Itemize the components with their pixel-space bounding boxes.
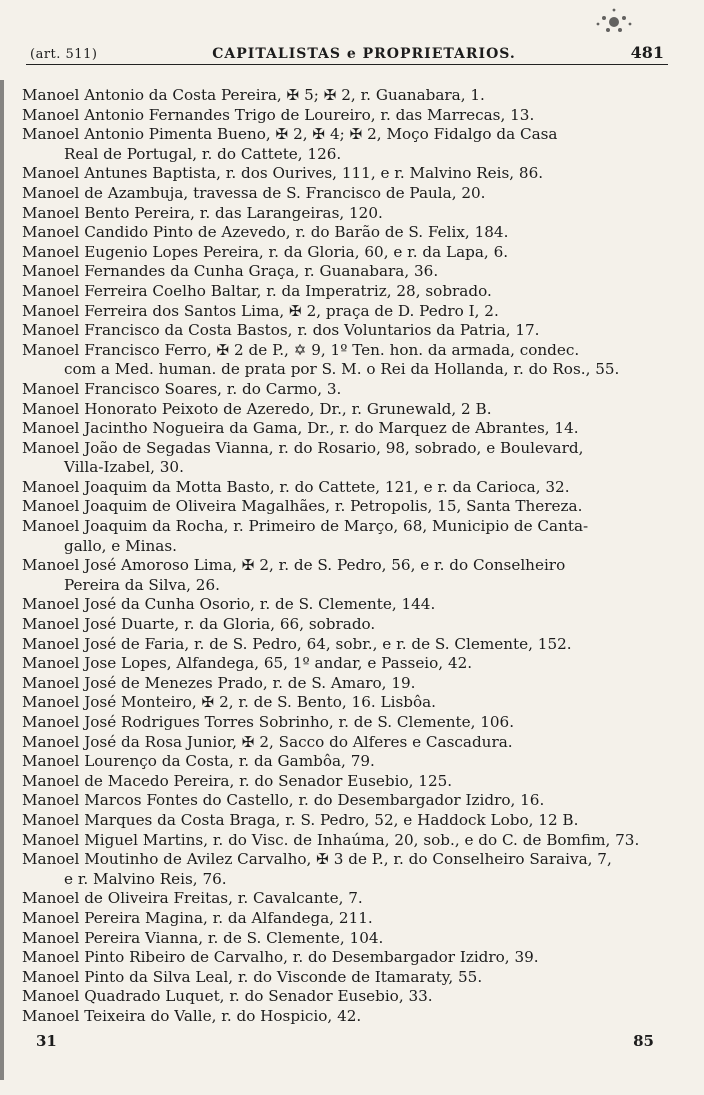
entry-line: Manoel Antunes Baptista, r. dos Ourives, 111, e r. Malvino Reis, 86. <box>22 164 544 183</box>
entry-continuation: Pereira da Silva, 26. <box>64 575 220 594</box>
entry-line: Manoel Antonio Pimenta Bueno, ✠ 2, ✠ 4; ✠ 2, Moço Fidalgo da Casa <box>22 125 558 144</box>
directory-entry <box>22 909 682 929</box>
entry-line: Manoel Antonio Fernandes Trigo de Loureiro, r. das Marrecas, 13. <box>22 105 535 124</box>
directory-entry <box>22 478 682 498</box>
entry-line: Manoel Honorato Peixoto de Azeredo, Dr., r. Grunewald, 2 B. <box>22 399 492 418</box>
entry-line: Manoel Joaquim da Rocha, r. Primeiro de Março, 68, Municipio de Canta- <box>22 517 589 536</box>
entry-line: Manoel Francisco Soares, r. do Carmo, 3. <box>22 379 342 398</box>
directory-entry <box>22 517 682 556</box>
directory-entry <box>22 948 682 968</box>
entry-line: Manoel Pinto da Silva Leal, r. do Visconde de Itamaraty, 55. <box>22 967 483 986</box>
directory-entry <box>22 243 682 263</box>
directory-entry <box>22 811 682 831</box>
entry-line: Manoel José da Cunha Osorio, r. de S. Clemente, 144. <box>22 595 436 614</box>
directory-entry <box>22 831 682 851</box>
entry-line: Manoel José Rodrigues Torres Sobrinho, r. de S. Clemente, 106. <box>22 713 515 731</box>
directory-entry <box>22 929 682 949</box>
entry-line: Manoel José Duarte, r. da Gloria, 66, sobrado. <box>22 615 376 634</box>
entry-line: Manoel Fernandes da Cunha Graça, r. Guanabara, 36. <box>22 262 439 281</box>
entry-line: Manoel Marques da Costa Braga, r. S. Pedro, 52, e Haddock Lobo, 12 B. <box>22 810 579 829</box>
entry-line: Manoel de Azambuja, travessa de S. Francisco de Paula, 20. <box>22 183 486 202</box>
directory-entry <box>22 302 682 322</box>
entry-continuation: Real de Portugal, r. do Cattete, 126. <box>64 144 342 163</box>
entry-continuation: gallo, e Minas. <box>64 536 177 555</box>
running-header <box>30 40 664 62</box>
entry-line: Manoel de Oliveira Freitas, r. Cavalcante, 7. <box>22 889 363 908</box>
directory-entry <box>22 635 682 655</box>
entry-line: Manoel Eugenio Lopes Pereira, r. da Gloria, 60, e r. da Lapa, 6. <box>22 242 509 261</box>
directory-entry <box>22 556 682 595</box>
entry-line: Manoel Bento Pereira, r. das Larangeiras, 120. <box>22 203 383 222</box>
entry-line: Manoel Quadrado Luquet, r. do Senador Eusebio, 33. <box>22 987 433 1006</box>
entry-line: Manoel José de Menezes Prado, r. de S. Amaro, 19. <box>22 673 416 692</box>
directory-entry <box>22 752 682 772</box>
directory-entry <box>22 595 682 615</box>
entry-line: Manoel Ferreira Coelho Baltar, r. da Imperatriz, 28, sobrado. <box>22 281 492 300</box>
footer-number: 85 <box>633 1032 654 1050</box>
binding-edge <box>0 80 10 1080</box>
entry-line: Manoel José Monteiro, ✠ 2, r. de S. Bento, 16. Lisbôa. <box>22 693 436 712</box>
directory-entry <box>22 184 682 204</box>
entry-line: Manoel Lourenço da Costa, r. da Gambôa, 79. <box>22 752 375 771</box>
directory-entry <box>22 164 682 184</box>
directory-entry <box>22 125 682 164</box>
directory-entry <box>22 419 682 439</box>
entry-line: Manoel Candido Pinto de Azevedo, r. do Barão de S. Felix, 184. <box>22 223 509 242</box>
directory-entry <box>22 321 682 341</box>
directory-entry <box>22 106 682 126</box>
entry-continuation: e r. Malvino Reis, 76. <box>64 869 227 888</box>
directory-entry <box>22 223 682 243</box>
directory-entry <box>22 772 682 792</box>
entry-line: Manoel João de Segadas Vianna, r. do Rosario, 98, sobrado, e Boulevard, <box>22 438 584 457</box>
entry-line: Manoel Pinto Ribeiro de Carvalho, r. do Desembargador Izidro, 39. <box>22 948 539 967</box>
entry-line: Manoel Francisco da Costa Bastos, r. dos Voluntarios da Patria, 17. <box>22 321 540 340</box>
entry-line: Manoel José da Rosa Junior, ✠ 2, Sacco do Alferes e Cascadura. <box>22 732 513 751</box>
entry-line: Manoel Jose Lopes, Alfandega, 65, 1º andar, e Passeio, 42. <box>22 654 473 673</box>
entry-list <box>22 86 682 1027</box>
directory-entry <box>22 987 682 1007</box>
entry-line: Manoel José Amoroso Lima, ✠ 2, r. de S. Pedro, 56, e r. do Conselheiro <box>22 556 566 575</box>
directory-entry <box>22 791 682 811</box>
directory-entry <box>22 850 682 889</box>
entry-line: Manoel Moutinho de Avilez Carvalho, ✠ 3 de P., r. do Conselheiro Saraiva, 7, <box>22 850 612 869</box>
entry-line: Manoel José de Faria, r. de S. Pedro, 64, sobr., e r. de S. Clemente, 152. <box>22 634 572 653</box>
header-rule <box>26 64 668 65</box>
page-title: CAPITALISTAS e PROPRIETARIOS. <box>212 46 516 62</box>
printer-ornament-icon <box>584 6 644 40</box>
directory-entry <box>22 439 682 478</box>
entry-line: Manoel Marcos Fontes do Castello, r. do Desembargador Izidro, 16. <box>22 791 545 810</box>
entry-line: Manoel Jacintho Nogueira da Gama, Dr., r. do Marquez de Abrantes, 14. <box>22 419 579 438</box>
entry-line: Manoel de Macedo Pereira, r. do Senador Eusebio, 125. <box>22 771 453 790</box>
entry-line: Manoel Joaquim da Motta Basto, r. do Cattete, 121, e r. da Carioca, 32. <box>22 477 570 496</box>
directory-entry <box>22 400 682 420</box>
entry-line: Manoel Miguel Martins, r. do Visc. de Inhaúma, 20, sob., e do C. de Bomfim, 73. <box>22 830 640 849</box>
signature-mark: 31 <box>36 1032 57 1050</box>
directory-entry <box>22 282 682 302</box>
directory-entry <box>22 968 682 988</box>
entry-line: Manoel Teixeira do Valle, r. do Hospicio, 42. <box>22 1006 362 1025</box>
directory-entry <box>22 693 682 713</box>
entry-line: Manoel Joaquim de Oliveira Magalhães, r. Petropolis, 15, Santa Thereza. <box>22 497 583 516</box>
page-number: 481 <box>630 43 664 62</box>
directory-entry <box>22 204 682 224</box>
directory-entry <box>22 615 682 635</box>
directory-entry <box>22 497 682 517</box>
section-reference: (art. 511) <box>30 47 98 62</box>
directory-entry <box>22 1007 682 1027</box>
entry-line: Manoel Ferreira dos Santos Lima, ✠ 2, praça de D. Pedro I, 2. <box>22 301 499 320</box>
directory-entry <box>22 86 682 106</box>
directory-entry <box>22 733 682 753</box>
entry-line: Manoel Pereira Vianna, r. de S. Clemente, 104. <box>22 928 384 947</box>
directory-entry <box>22 654 682 674</box>
entry-line: Manoel Antonio da Costa Pereira, ✠ 5; ✠ 2, r. Guanabara, 1. <box>22 86 485 104</box>
directory-entry <box>22 341 682 380</box>
directory-entry <box>22 889 682 909</box>
entry-continuation: com a Med. human. de prata por S. M. o Rei da Hollanda, r. do Ros., 55. <box>64 360 620 379</box>
page-footer <box>36 1032 654 1050</box>
entry-continuation: Villa-Izabel, 30. <box>64 458 184 477</box>
entry-line: Manoel Pereira Magina, r. da Alfandega, 211. <box>22 908 373 927</box>
directory-entry <box>22 713 682 733</box>
directory-entry <box>22 674 682 694</box>
directory-entry <box>22 380 682 400</box>
entry-line: Manoel Francisco Ferro, ✠ 2 de P., ✡ 9, 1º Ten. hon. da armada, condec. <box>22 340 580 359</box>
directory-entry <box>22 262 682 282</box>
